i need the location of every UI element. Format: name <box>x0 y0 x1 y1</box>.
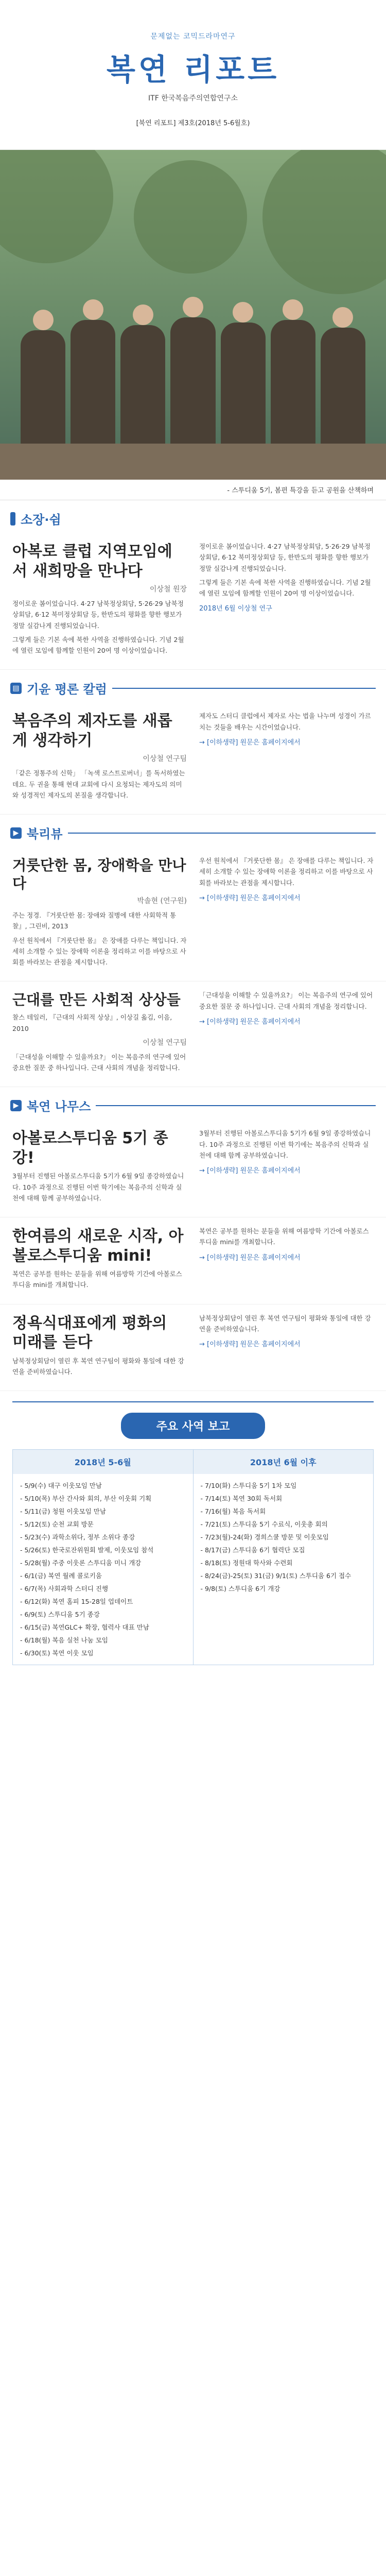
schedule-item: - 5/9(수) 대구 이웃모임 만남 <box>20 1482 102 1489</box>
schedule-column-future: 2018년 6월 이후 - 7/10(화) 스투디움 5기 1차 모임 - 7/14(토) 복연 30회 독서회 - 7/16(월) 복음 독서회 - 7/21(토) 스투디움 5기 수료식, 이웃총 회의 - 7/23(월)-24(화) 경희스쿨 방문 및 이웃모임 - 8/17(금) 스투디움 6기 협력단 모집 - 8/18(토) 정원대 학사와 수련회 - 8/24(금)-25(토) 31(금) 9/1(토) 스투디움 6기 접수 - 9/8(토) 스투디움 6기 개강 <box>193 1450 374 1665</box>
section-header-news: ▶ 복연 나무스 <box>0 1087 386 1120</box>
article-title: 아복로 클럽 지역모임에서 새희망을 만나다 <box>12 543 172 580</box>
schedule-column-past: 2018년 5-6월 - 5/9(수) 대구 이웃모임 만남 - 5/10(목) 부산 간사와 회의, 부산 이웃회 기획 - 5/11(금) 청원 이웃모임 만남 - 5/12(토) 순천 교회 방문 - 5/23(수) 과학소위다, 정부 소위다 종강 - 5/26(토) 한국로잔위원회 발제, 이웃모임 참석 - 5/28(월) 주중 이웃론 스투디움 미니 개강 - 6/1(금) 복연 월례 콜로키움 - 6/7(목) 사회과학 스터디 진행 - 6/12(화) 복연 홈피 15-28일 업데이트 - 6/9(토) 스투디움 5기 종강 - 6/15(금) 복연GLC+ 확장, 협력사 대표 만남 - 6/18(월) 복음 실천 나눔 모임 - 6/30(토) 복연 이웃 모임 <box>13 1450 193 1665</box>
group-photo-people <box>21 304 365 449</box>
article-title: 복음주의 제자도를 새롭게 생각하기 <box>12 712 172 750</box>
article-news-3: 정욕식대표에게 평화의 미래를 듣다 남북정상회담이 열린 후 복연 연구팀이 평화와 통일에 대한 강연을 준비하였습니다. 남북정상회담이 열린 후 복연 연구팀이 평화와 통일에 대한 강연을 준비하였습니다. → [이하생략] 원문은 홈페이지에서 <box>0 1304 386 1392</box>
schedule-title: 주요 사역 보고 <box>121 1413 265 1439</box>
schedule-section <box>12 1401 374 1665</box>
article-more-link[interactable]: → [이하생략] 원문은 홈페이지에서 <box>199 1018 301 1026</box>
article-book-1: 거룻단한 몸, 장애학을 만나다 박솔현 (연구원) 주는 정경. 『거룻단한 몸: 장애와 질병에 대한 사회학적 통찰』, 그린비, 2013 우선 원칙에서 『거룻단한 몸』 은 장애를 다루는 책입니다. 자세히 소개할 수 있는 장애학 이론을 정리하고 이를 바탕으로 사회를 바라보는 관점을 제시합니다. 우선 원칙에서 『거룻단한 몸』 은 장애를 다루는 책입니다. 자세히 소개할 수 있는 장애학 이론을 정리하고 이를 바탕으로 사회를 바라보는 관점을 제시합니다. → [이하생략] 원문은 홈페이지에서 <box>0 847 386 981</box>
schedule-item: - 5/28(월) 주중 이웃론 스투디움 미니 개강 <box>20 1559 142 1567</box>
schedule-item: - 6/12(화) 복연 홈피 15-28일 업데이트 <box>20 1598 133 1605</box>
article-byline: 이상철 원장 <box>149 585 187 594</box>
schedule-item: - 8/18(토) 정원대 학사와 수련회 <box>200 1559 293 1567</box>
schedule-item: - 5/10(목) 부산 간사와 회의, 부산 이웃회 기획 <box>20 1495 152 1502</box>
schedule-item: - 7/16(월) 복음 독서회 <box>200 1507 266 1515</box>
schedule-item: - 6/1(금) 복연 월례 콜로키움 <box>20 1572 102 1580</box>
article-more-link[interactable]: → [이하생략] 원문은 홈페이지에서 <box>199 1341 301 1348</box>
schedule-item: - 7/10(화) 스투디움 5기 1차 모임 <box>200 1482 297 1489</box>
newsletter-title: 복연 리포트 <box>106 52 280 87</box>
schedule-item: - 6/15(금) 복연GLC+ 확장, 협력사 대표 만남 <box>20 1623 149 1631</box>
schedule-item: - 6/18(월) 복음 실천 나눔 모임 <box>20 1636 108 1644</box>
schedule-item: - 7/21(토) 스투디움 5기 수료식, 이웃총 회의 <box>200 1520 328 1528</box>
schedule-item: - 5/26(토) 한국로잔위원회 발제, 이웃모임 참석 <box>20 1546 154 1554</box>
schedule-item: - 6/30(토) 복연 이웃 모임 <box>20 1649 94 1657</box>
article-news-1: 아볼로스투디움 5기 종강! 3월부터 진행된 아볼로스투디움 5기가 6월 9일 종강하였습니다. 10주 과정으로 진행된 이번 학기에는 복음주의 신학과 실천에 대해 함께 공부하였습니다. 3월부터 진행된 아볼로스투디움 5기가 6월 9일 종강하였습니다. 10주 과정으로 진행된 이번 학기에는 복음주의 신학과 실천에 대해 함께 공부하였습니다. → [이하생략] 원문은 홈페이지에서 <box>0 1120 386 1217</box>
schedule-item: - 7/14(토) 복연 30회 독서회 <box>200 1495 283 1502</box>
schedule-item: - 9/8(토) 스투디움 6기 개강 <box>200 1585 280 1592</box>
issue-info: [북연 리포트] 제3호(2018년 5-6월호) <box>136 120 250 127</box>
footer <box>0 1681 386 1742</box>
tagline: 문제없는 코믹드라마연구 <box>150 32 236 41</box>
article-news-2: 한여름의 새로운 시작, 아볼로스투디움 mini! 복연은 공부를 원하는 분들을 위해 여름방학 기간에 아볼로스투디움 mini를 개최합니다. 복연은 공부를 원하는 분들을 위해 여름방학 기간에 아볼로스투디움 mini를 개최합니다. → [이하생략] 원문은 홈페이지에서 <box>0 1217 386 1304</box>
section-header-so: 소장·쉼 <box>0 500 386 533</box>
section-header-column: ▤ 기윤 평론 칼럼 <box>0 670 386 702</box>
article-more-link[interactable]: 2018년 6월 이상철 연구 <box>199 605 272 613</box>
section-header-book: ▶ 북리뷰 <box>0 815 386 847</box>
schedule-item: - 6/9(토) 스투디움 5기 종강 <box>20 1611 100 1618</box>
article-more-link[interactable]: → [이하생략] 원문은 홈페이지에서 <box>199 1253 301 1262</box>
article-column: 복음주의 제자도를 새롭게 생각하기 이상철 연구팀 「같은 정통주의 신학」 「녹색 로스트로버너」를 독서하였는데요. 두 권을 통해 현대 교회에 다시 요청되는 제자도의 의미와 성경적인 제자도의 본질을 생각합니다. 제자도 스터디 클럽에서 제자로 사는 법을 나누며 성경이 가르치는 것들을 배우는 시간이었습니다. → [이하생략] 원문은 홈페이지에서 <box>0 702 386 815</box>
article-more-link[interactable]: → [이하생략] 원문은 홈페이지에서 <box>199 738 301 747</box>
hero-photo <box>0 150 386 480</box>
schedule-item: - 5/11(금) 청원 이웃모임 만남 <box>20 1507 106 1515</box>
schedule-item: - 7/23(월)-24(화) 경희스쿨 방문 및 이웃모임 <box>200 1533 329 1541</box>
schedule-item: - 5/12(토) 순천 교회 방문 <box>20 1520 94 1528</box>
hero-caption: - 스투디움 5기, 봄편 특강을 듣고 공원을 산책하며 <box>0 480 386 500</box>
header <box>0 0 386 150</box>
article-more-link[interactable]: → [이하생략] 원문은 홈페이지에서 <box>199 894 301 902</box>
schedule-item: - 8/24(금)-25(토) 31(금) 9/1(토) 스투디움 6기 접수 <box>200 1572 352 1580</box>
article-so: 아복로 클럽 지역모임에서 새희망을 만나다 이상철 원장 정이로운 봄이었습니다. 4·27 남북정상회담, 5·26·29 남북정상회담, 6·12 북미정상회담 등, 한반도의 평화를 향한 행보가 정말 실감나게 진행되었습니다. 그렇게 들은 기본 속에 북한 사역을 진행하였습니다. 기념 2월에 열린 모임에 함께할 인원이 20여 명 이상이었습니다. 정이로운 봄이었습니다. 4·27 남북정상회담, 5·26·29 남북정상회담, 6·12 북미정상회담 등, 한반도의 평화를 향한 행보가 정말 실감나게 진행되었습니다. 그렇게 들은 기본 속에 북한 사역을 진행하였습니다. 기념 2월에 열린 모임에 함께할 인원이 20여 명 이상이었습니다. 2018년 6월 이상철 연구 <box>0 533 386 670</box>
organization-name: ITF 한국복음주의연합연구소 <box>148 94 238 103</box>
schedule-item: - 8/17(금) 스투디움 6기 협력단 모집 <box>200 1546 305 1554</box>
article-book-2: 근대를 만든 사회적 상상들 찰스 테일러, 『근대의 사회적 상상』, 이상길 옮김, 이음, 2010 이상철 연구팀 「근대성을 이해할 수 있을까요?」 이는 복음주의 연구에 있어 중요한 질문 중 하나입니다. 근대 사회의 개념을 정리합니다. 「근대성을 이해할 수 있을까요?」 이는 복음주의 연구에 있어 중요한 질문 중 하나입니다. 근대 사회의 개념을 정리합니다. → [이하생략] 원문은 홈페이지에서 <box>0 981 386 1087</box>
article-more-link[interactable]: → [이하생략] 원문은 홈페이지에서 <box>199 1167 301 1175</box>
schedule-item: - 5/23(수) 과학소위다, 정부 소위다 종강 <box>20 1533 135 1541</box>
schedule-item: - 6/7(목) 사회과학 스터디 진행 <box>20 1585 109 1592</box>
